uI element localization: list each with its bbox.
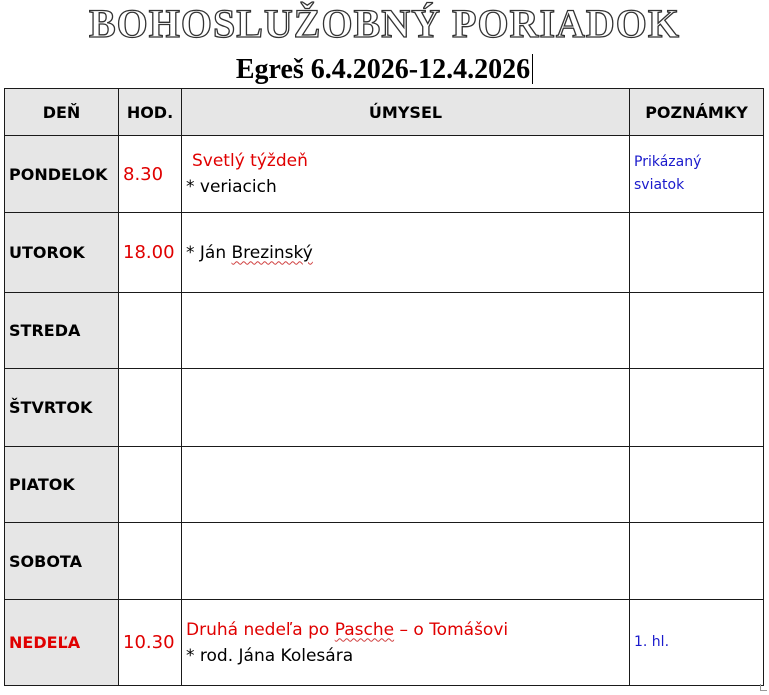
intent-red-prefix: Druhá nedeľa po: [186, 619, 335, 640]
intent-cell: [182, 293, 630, 369]
time-cell: 10.30: [119, 600, 182, 686]
intent-line: * rod. Jána Kolesára: [186, 645, 354, 666]
table-header-row: [5, 89, 764, 136]
time-cell: [119, 293, 182, 369]
column-header-hour: HOD.: [119, 89, 182, 136]
table-row-sobota: [5, 523, 764, 600]
note-cell: [630, 293, 764, 369]
intent-red-underlined: Pasche: [334, 619, 395, 640]
note-cell: [630, 523, 764, 600]
intent-red-line: [186, 617, 625, 643]
intent-cell: [182, 213, 630, 293]
note-cell: [630, 447, 764, 523]
intent-cell: [182, 136, 630, 213]
note-line: sviatok: [634, 177, 685, 193]
subtitle-text: Egreš 6.4.2026-12.4.2026: [235, 54, 531, 85]
intent-underlined-name: Brezinský: [231, 242, 313, 263]
time-cell: [119, 369, 182, 447]
note-cell: [630, 369, 764, 447]
table-row-nedela: [5, 600, 764, 686]
intent-line: * veriacich: [186, 177, 277, 197]
column-header-intent: ÚMYSEL: [182, 89, 630, 136]
intent-prefix: * Ján: [186, 242, 232, 263]
time-cell: [119, 447, 182, 523]
day-cell: PONDELOK: [5, 136, 119, 213]
time-cell: 18.00: [119, 213, 182, 293]
day-cell: STREDA: [5, 293, 119, 369]
table-row-utorok: [5, 213, 764, 293]
day-cell: ŠTVRTOK: [5, 369, 119, 447]
day-cell: NEDEĽA: [5, 600, 119, 686]
note-line: Prikázaný: [634, 154, 702, 170]
time-cell: [119, 523, 182, 600]
page-corner-mark: [760, 684, 767, 691]
table-row-piatok: [5, 447, 764, 523]
intent-cell: [182, 447, 630, 523]
table-row-streda: [5, 293, 764, 369]
note-cell: [630, 600, 764, 686]
note-cell: [630, 213, 764, 293]
table-row-stvrtok: [5, 369, 764, 447]
column-header-notes: POZNÁMKY: [630, 89, 764, 136]
intent-cell: [182, 600, 630, 686]
intent-red-line: Svetlý týždeň: [192, 151, 308, 171]
schedule-table: [4, 88, 764, 686]
note-cell: [630, 136, 764, 213]
note-line: 1. hl.: [634, 634, 670, 650]
intent-cell: [182, 369, 630, 447]
page-title: BOHOSLUŽOBNÝ PORIADOK: [88, 1, 681, 46]
time-cell: 8.30: [119, 136, 182, 213]
page-subtitle: [0, 50, 769, 90]
text-cursor: [532, 54, 533, 84]
intent-cell: [182, 523, 630, 600]
day-cell: PIATOK: [5, 447, 119, 523]
table-row-pondelok: [5, 136, 764, 213]
column-header-day: DEŇ: [5, 89, 119, 136]
intent-red-suffix: – o Tomášovi: [394, 619, 509, 640]
day-cell: UTOROK: [5, 213, 119, 293]
day-cell: SOBOTA: [5, 523, 119, 600]
